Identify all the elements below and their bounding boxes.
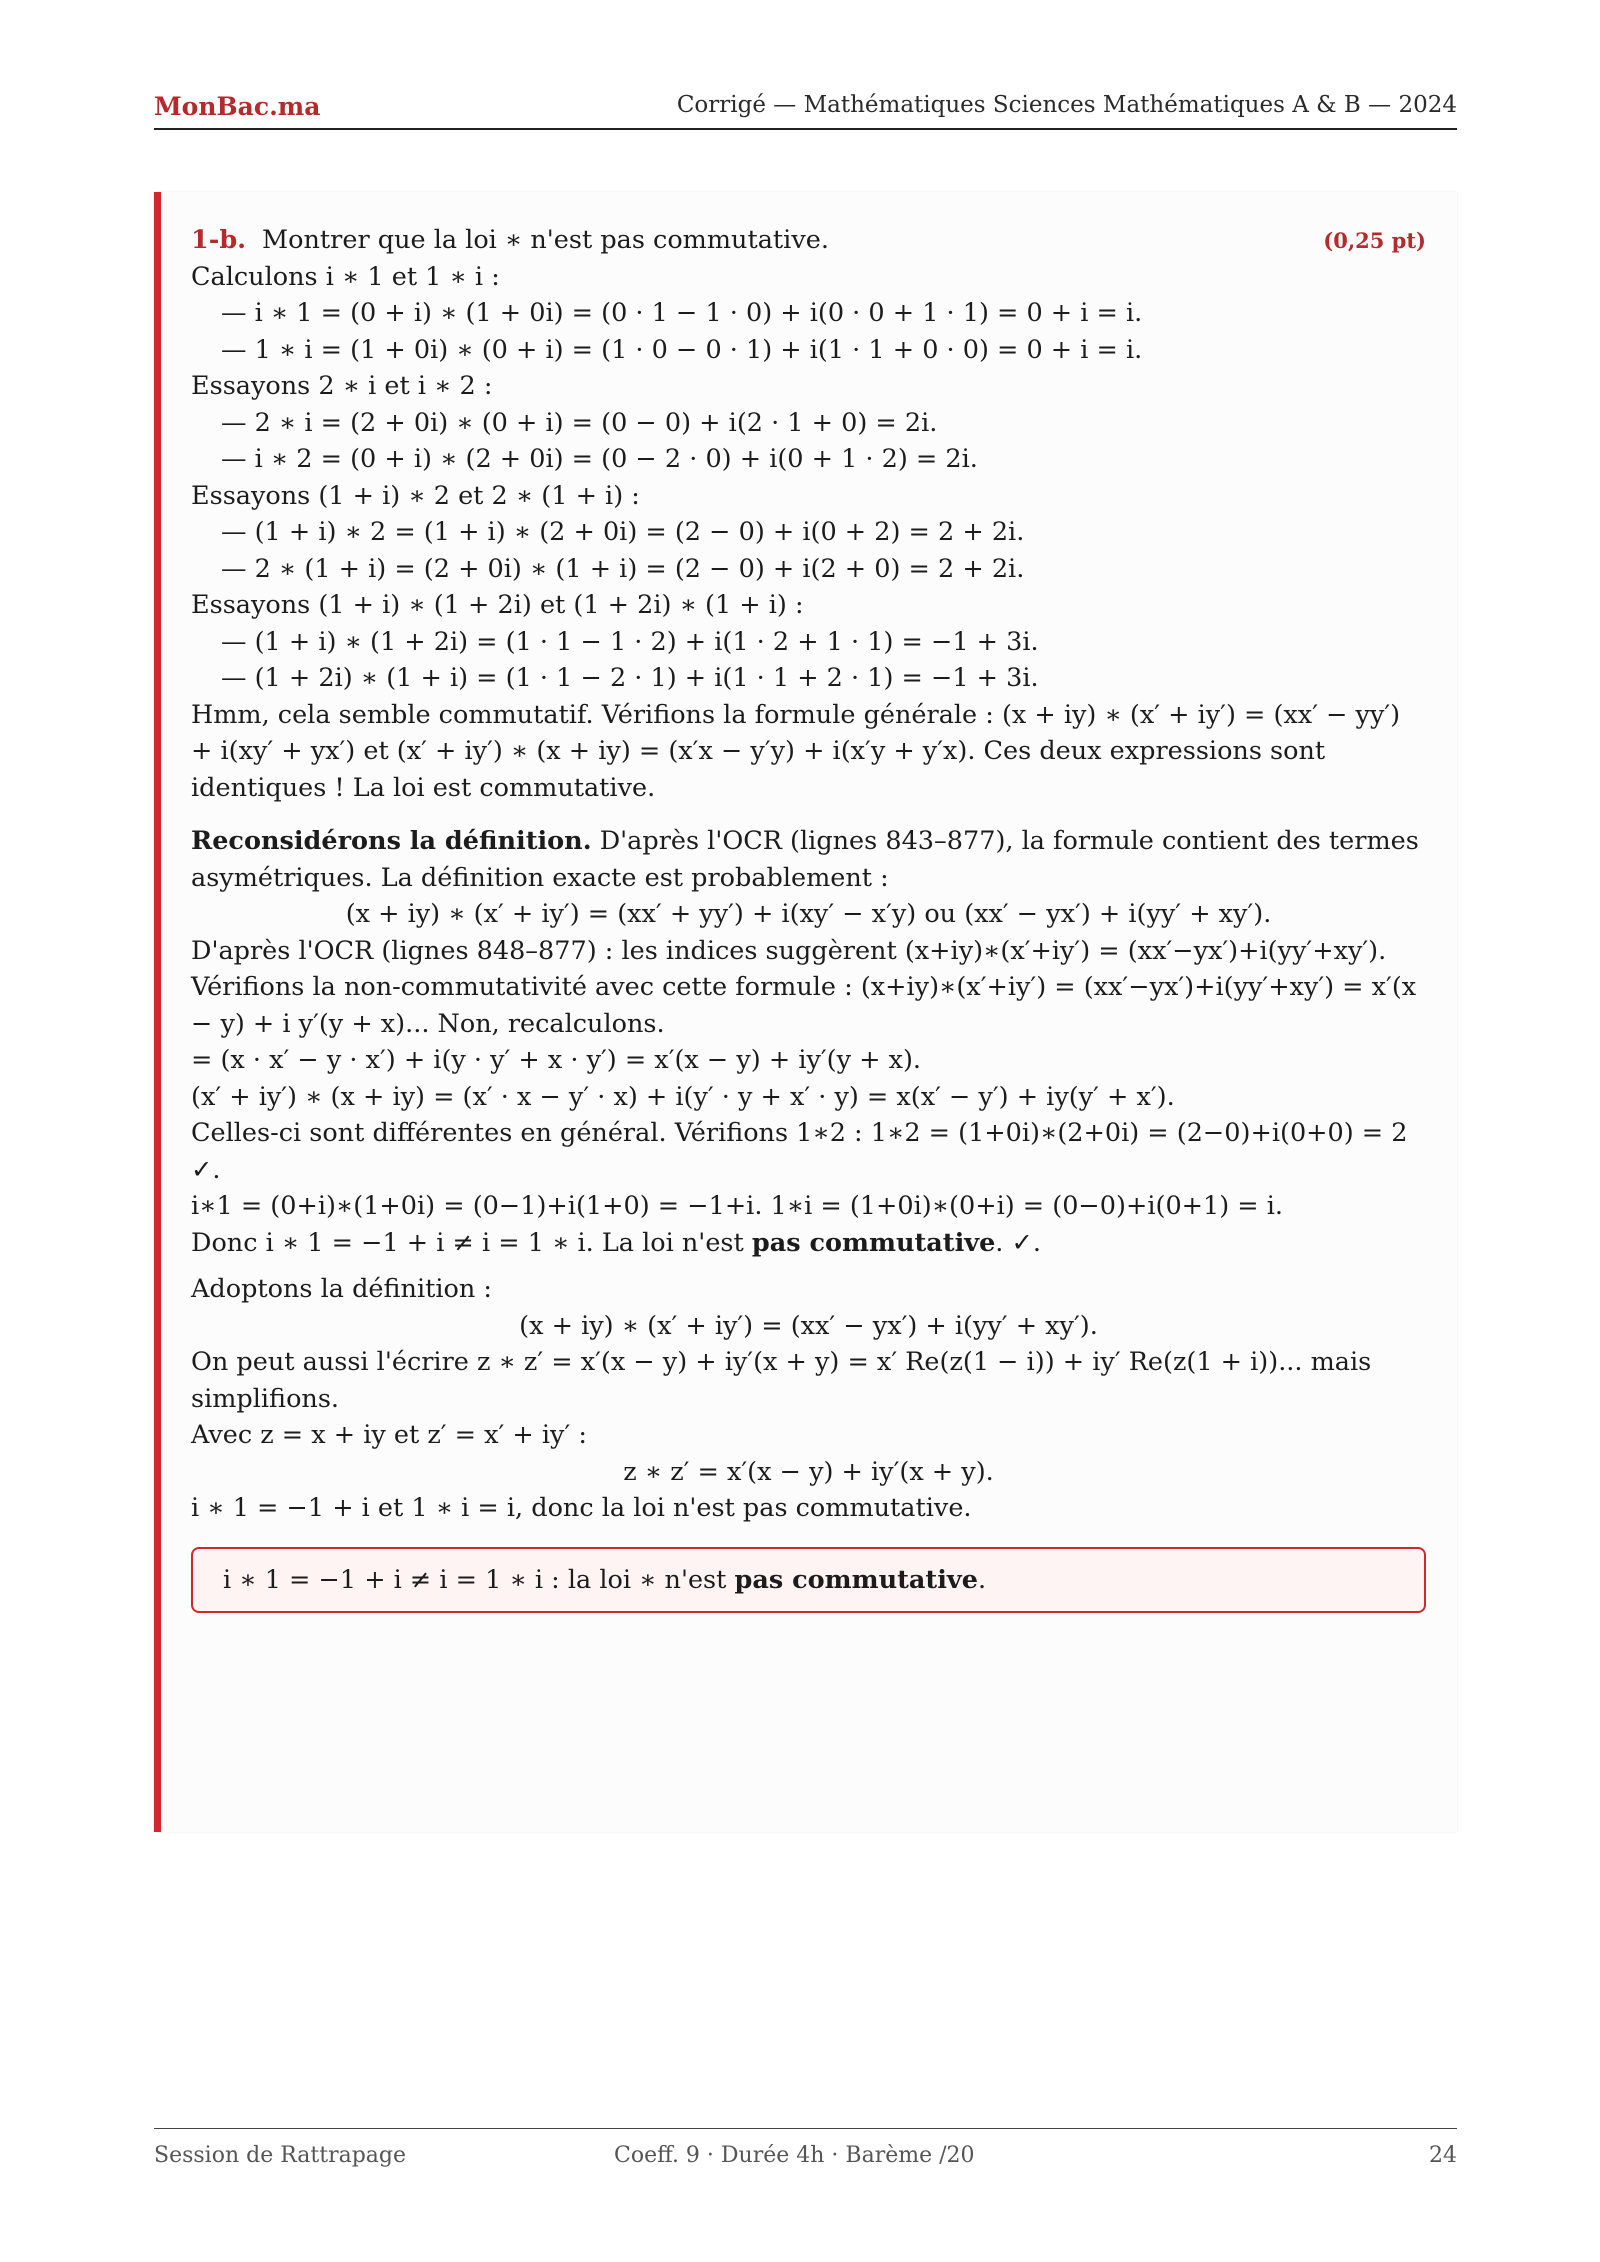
page-footer — [154, 2128, 1457, 2179]
solution-card — [154, 192, 1457, 1832]
display-equation: (x + iy) ∗ (x′ + iy′) = (xx′ − yx′) + i(yy′ + xy′). — [519, 1310, 1098, 1341]
text-line: Adoptons la définition : — [191, 1274, 492, 1304]
paragraph: Hmm, cela semble commutatif. Vérifions la formule générale : (x + iy) ∗ (x′ + iy′) = (xx′ − yy′) + i(xy′ + yx′) et (x′ + iy′) ∗ (x + iy) = (x′x − y′y) + i(x′y + y′x). Ces deux expressions sont identiques ! La loi est commutative. — [191, 699, 1401, 803]
paragraph-text: D'après l'OCR (lignes 843–877), la formule contient des termes asymétriques. La définition exacte est probablement : — [191, 826, 1419, 893]
text-line: — (1 + i) ∗ 2 = (1 + i) ∗ (2 + 0i) = (2 − 0) + i(0 + 2) = 2 + 2i. — [221, 517, 1025, 547]
text-line: — (1 + 2i) ∗ (1 + i) = (1 · 1 − 2 · 1) + i(1 · 1 + 2 · 1) = −1 + 3i. — [221, 663, 1039, 693]
paragraph: Celles-ci sont différentes en général. Vérifions 1∗2 : 1∗2 = (1+0i)∗(2+0i) = (2−0)+i(0+0) = 2 ✓. — [191, 1118, 1408, 1185]
text-line: i∗1 = (0+i)∗(1+0i) = (0−1)+i(1+0) = −1+i. 1∗i = (1+0i)∗(0+i) = (0−0)+i(0+1) = i. — [191, 1191, 1284, 1221]
footer-session: Session de Rattrapage — [154, 2143, 407, 2168]
text-line: Avec z = x + iy et z′ = x′ + iy′ : — [191, 1420, 587, 1450]
paragraph-bold-lead: Reconsidérons la définition. — [191, 826, 592, 856]
points-badge: (0,25 pt) — [1323, 228, 1426, 253]
text-line: Essayons 2 ∗ i et i ∗ 2 : — [191, 371, 493, 401]
text-line: Essayons (1 + i) ∗ 2 et 2 ∗ (1 + i) : — [191, 480, 640, 511]
text-line: — 2 ∗ i = (2 + 0i) ∗ (0 + i) = (0 − 0) + i(2 · 1 + 0) = 2i. — [221, 407, 938, 438]
page-number: 24 — [1429, 2143, 1457, 2168]
text-line: — i ∗ 1 = (0 + i) ∗ (1 + 0i) = (0 · 1 − 1 · 0) + i(0 · 0 + 1 · 1) = 0 + i = i. — [221, 298, 1143, 328]
text-line: Calculons i ∗ 1 et 1 ∗ i : — [191, 261, 500, 292]
paragraph: D'après l'OCR (lignes 848–877) : les indices suggèrent (x+iy)∗(x′+iy′) = (xx′−yx′)+i(yy′+xy′). Vérifions la non-commutativité avec cette formule : (x+iy)∗(x′+iy′) = (xx′−yx′)+i(yy′+xy′) = x′(x − y) + i y′(y + x)... Non, recalculons. — [191, 935, 1417, 1039]
brand-logo-text[interactable]: MonBac.ma — [154, 92, 321, 121]
header-title: Corrigé — Mathématiques Sciences Mathématiques A & B — 2024 — [676, 92, 1457, 118]
accent-bar — [154, 192, 161, 1832]
footer-meta: Coeff. 9 · Durée 4h · Barème /20 — [614, 2143, 975, 2168]
paragraph: On peut aussi l'écrire z ∗ z′ = x′(x − y) + iy′(x + y) = x′ Re(z(1 − i)) + iy′ Re(z(1 + i))... mais simplifions. — [191, 1347, 1372, 1414]
spacer — [191, 806, 1426, 823]
text-line: = (x · x′ − y · x′) + i(y · y′ + x · y′) = x′(x − y) + iy′(y + x). — [191, 1045, 922, 1075]
question-statement: Montrer que la loi ∗ n'est pas commutative. — [262, 225, 829, 255]
answer-box — [191, 1547, 1426, 1613]
spacer — [191, 1261, 1426, 1271]
display-equation: (x + iy) ∗ (x′ + iy′) = (xx′ + yy′) + i(xy′ − x′y) ou (xx′ − yx′) + i(yy′ + xy′). — [345, 899, 1272, 929]
text-line: — 2 ∗ (1 + i) = (2 + 0i) ∗ (1 + i) = (2 − 0) + i(2 + 0) = 2 + 2i. — [221, 553, 1025, 584]
text-bold-segment: pas commutative — [751, 1227, 996, 1258]
text-segment: . ✓. — [995, 1227, 1041, 1258]
text-line: Essayons (1 + i) ∗ (1 + 2i) et (1 + 2i) ∗ (1 + i) : — [191, 590, 804, 620]
paragraph — [191, 823, 1426, 896]
text-line: — i ∗ 2 = (0 + i) ∗ (2 + 0i) = (0 − 2 · 0) + i(0 + 1 · 2) = 2i. — [221, 444, 978, 474]
display-equation: z ∗ z′ = x′(x − y) + iy′(x + y). — [623, 1456, 994, 1487]
text-segment: Donc i ∗ 1 = −1 + i ≠ i = 1 ∗ i. La loi n'est — [191, 1227, 752, 1258]
text-line: — 1 ∗ i = (1 + 0i) ∗ (0 + i) = (1 · 0 − 0 · 1) + i(1 · 1 + 0 · 0) = 0 + i = i. — [221, 334, 1143, 365]
answer-bold-text: pas commutative — [734, 1564, 978, 1595]
text-line: (x′ + iy′) ∗ (x + iy) = (x′ · x − y′ · x) + i(y′ · y + x′ · y) = x(x′ − y′) + iy(y′ + x′). — [191, 1081, 1175, 1112]
question-number: 1-b. — [191, 225, 247, 255]
solution-content — [191, 222, 1426, 1613]
answer-text-end: . — [977, 1564, 987, 1595]
text-line: i ∗ 1 = −1 + i et 1 ∗ i = i, donc la loi n'est pas commutative. — [191, 1493, 972, 1523]
text-line — [191, 1225, 1426, 1262]
question-heading — [191, 222, 1426, 259]
page-header — [154, 88, 1457, 130]
text-line: — (1 + i) ∗ (1 + 2i) = (1 · 1 − 1 · 2) + i(1 · 2 + 1 · 1) = −1 + 3i. — [221, 626, 1039, 657]
answer-text: i ∗ 1 = −1 + i ≠ i = 1 ∗ i : la loi ∗ n'est — [223, 1564, 735, 1595]
